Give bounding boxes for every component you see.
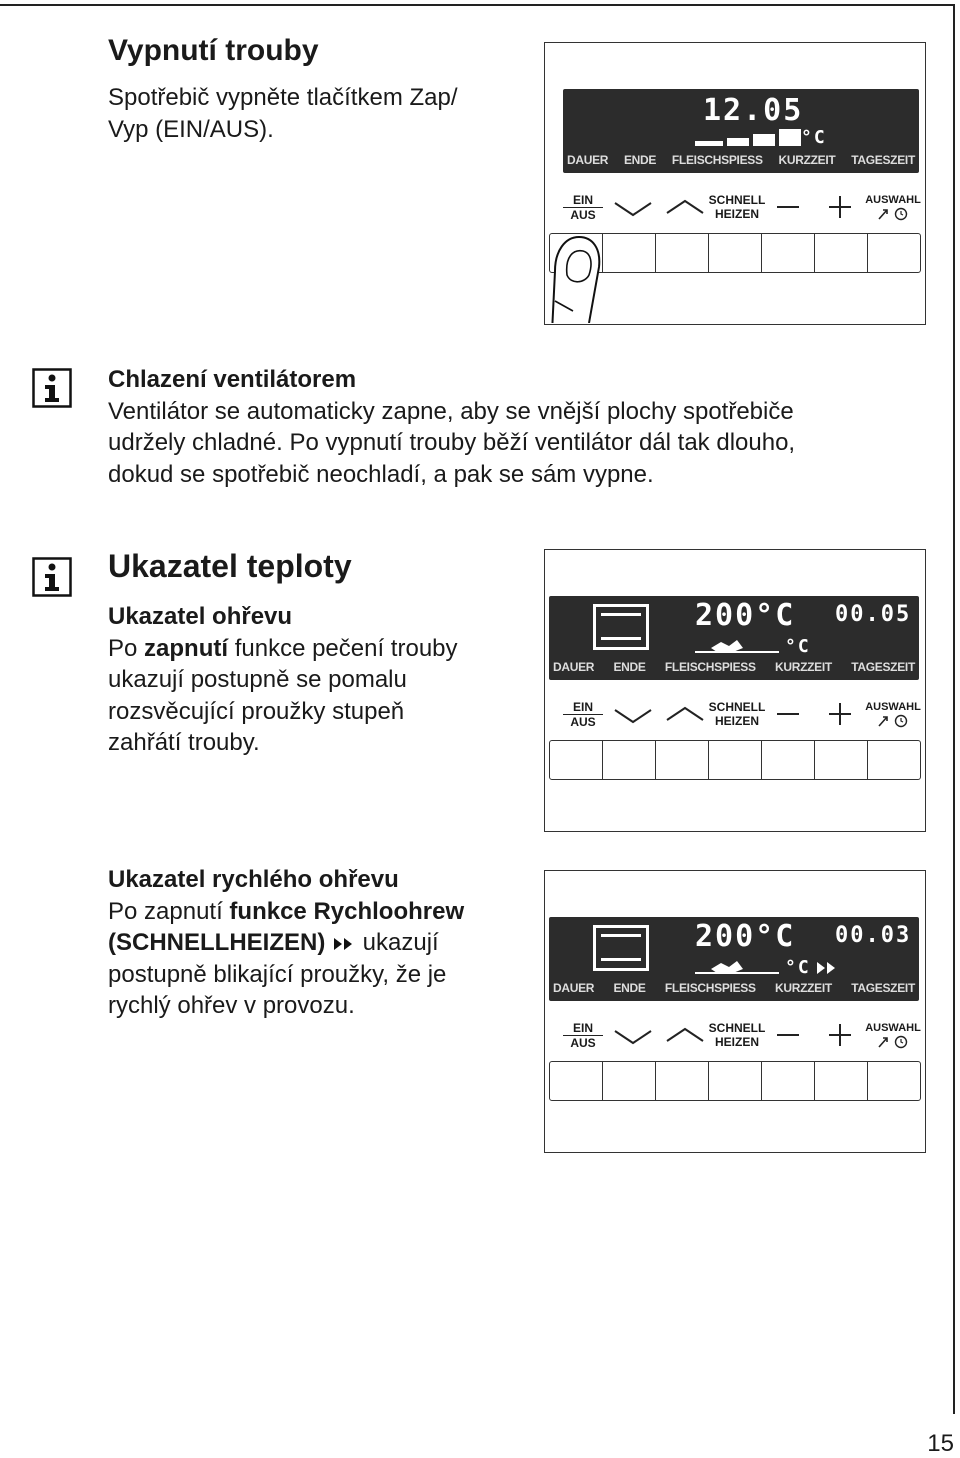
display xyxy=(549,596,919,680)
selection-icons xyxy=(873,207,913,221)
schnellheizen-button[interactable] xyxy=(709,1062,762,1100)
plus-button[interactable] xyxy=(815,741,868,779)
info-body: Ventilátor se automaticky zapne, aby se vnější plochy spotřebiče udržely chladné. Po vypnutí trouby běží ventilátor dál tak dlouho, dokud se spotřebič neochladí, a pak se sám vypne. xyxy=(108,397,796,488)
time-readout: 00.03 xyxy=(835,923,912,948)
time-readout: 12.05 xyxy=(703,93,804,128)
section-title: Ukazatel teploty xyxy=(108,548,352,584)
rapid-heat-icon xyxy=(332,936,356,952)
button-row xyxy=(549,1061,921,1101)
chevron-up-icon xyxy=(665,706,705,722)
button-row xyxy=(549,740,921,780)
temperature-readout: 200°C xyxy=(695,598,796,633)
display xyxy=(549,917,919,1001)
up-button[interactable] xyxy=(656,1062,709,1100)
rapid-heat-icon xyxy=(815,961,839,975)
control-panel-off xyxy=(544,42,926,325)
display-labels: DAUER ENDE FLEISCHSPIESS KURZZEIT TAGESZEIT xyxy=(553,660,915,674)
finger-press-illustration xyxy=(545,223,615,323)
auswahl-button[interactable] xyxy=(868,741,920,779)
minus-button[interactable] xyxy=(762,741,815,779)
schnell-heizen-label: SCHNELL HEIZEN xyxy=(708,1021,766,1049)
oven-icon xyxy=(593,925,649,971)
plus-icon xyxy=(827,702,853,726)
auswahl-label: AUSWAHL xyxy=(865,700,921,732)
auswahl-label: AUSWAHL xyxy=(865,193,921,225)
chevron-down-icon xyxy=(613,201,653,217)
plus-icon xyxy=(827,195,853,219)
section-body: Spotřebič vypněte tlačítkem Zap/ Vyp (EIN/AUS). xyxy=(108,84,458,143)
info-fan-cooling xyxy=(108,364,795,490)
schnellheizen-button[interactable] xyxy=(709,741,762,779)
ein-aus-label: EIN AUS xyxy=(563,1021,603,1050)
display xyxy=(563,89,919,173)
control-panel-rapid-heating xyxy=(544,870,926,1153)
subsection-title: Ukazatel rychlého ohřevu xyxy=(108,866,399,893)
down-button[interactable] xyxy=(603,741,656,779)
ein-aus-button[interactable] xyxy=(550,741,603,779)
chevron-up-icon xyxy=(665,1027,705,1043)
info-icon xyxy=(32,557,72,597)
selection-icons xyxy=(873,714,913,728)
page-frame-top xyxy=(0,4,955,6)
celsius-unit: °C xyxy=(785,636,811,657)
plus-button[interactable] xyxy=(815,1062,868,1100)
down-button[interactable] xyxy=(603,1062,656,1100)
section-title: Vypnutí trouby xyxy=(108,34,319,67)
minus-button[interactable] xyxy=(762,1062,815,1100)
section-body: Po zapnutí funkce pečení trouby ukazují postupně se pomalu rozsvěcující proužky stupeň zahřátí trouby. xyxy=(108,634,458,756)
up-button[interactable] xyxy=(656,234,709,272)
section-temperature xyxy=(108,548,458,759)
up-button[interactable] xyxy=(656,741,709,779)
control-panel-heating xyxy=(544,549,926,832)
ein-aus-label: EIN AUS xyxy=(563,700,603,729)
schnellheizen-button[interactable] xyxy=(709,234,762,272)
subsection-title: Ukazatel ohřevu xyxy=(108,603,293,630)
minus-icon xyxy=(775,199,801,215)
heat-bars xyxy=(695,959,785,975)
heat-bars xyxy=(695,638,785,654)
ein-aus-button[interactable] xyxy=(550,1062,603,1100)
page-number: 15 xyxy=(927,1430,954,1457)
schnell-heizen-label: SCHNELL HEIZEN xyxy=(708,700,766,728)
display-labels: DAUER ENDE FLEISCHSPIESS KURZZEIT TAGESZEIT xyxy=(567,153,915,167)
schnell-heizen-label: SCHNELL HEIZEN xyxy=(708,193,766,221)
minus-button[interactable] xyxy=(762,234,815,272)
minus-icon xyxy=(775,1027,801,1043)
auswahl-button[interactable] xyxy=(868,234,920,272)
ein-aus-label: EIN AUS xyxy=(563,193,603,222)
display-labels: DAUER ENDE FLEISCHSPIESS KURZZEIT TAGESZEIT xyxy=(553,981,915,995)
celsius-unit: °C xyxy=(785,957,811,978)
section-rapid-heating xyxy=(108,864,464,1022)
chevron-up-icon xyxy=(665,199,705,215)
plus-icon xyxy=(827,1023,853,1047)
oven-icon xyxy=(593,604,649,650)
minus-icon xyxy=(775,706,801,722)
celsius-unit: °C xyxy=(801,127,827,148)
selection-icons xyxy=(873,1035,913,1049)
section-switch-off xyxy=(108,34,458,145)
chevron-down-icon xyxy=(613,708,653,724)
temperature-readout: 200°C xyxy=(695,919,796,954)
auswahl-label: AUSWAHL xyxy=(865,1021,921,1053)
info-icon xyxy=(32,368,72,408)
chevron-down-icon xyxy=(613,1029,653,1045)
time-readout: 00.05 xyxy=(835,602,912,627)
info-title: Chlazení ventilátorem xyxy=(108,366,357,393)
plus-button[interactable] xyxy=(815,234,868,272)
section-body: Po zapnutí funkce Rychloohrew (SCHNELLHEIZEN) ukazují postupně blikající proužky, že je rychlý ohřev v provozu. xyxy=(108,897,465,1019)
page-frame-right xyxy=(953,4,955,1414)
auswahl-button[interactable] xyxy=(868,1062,920,1100)
